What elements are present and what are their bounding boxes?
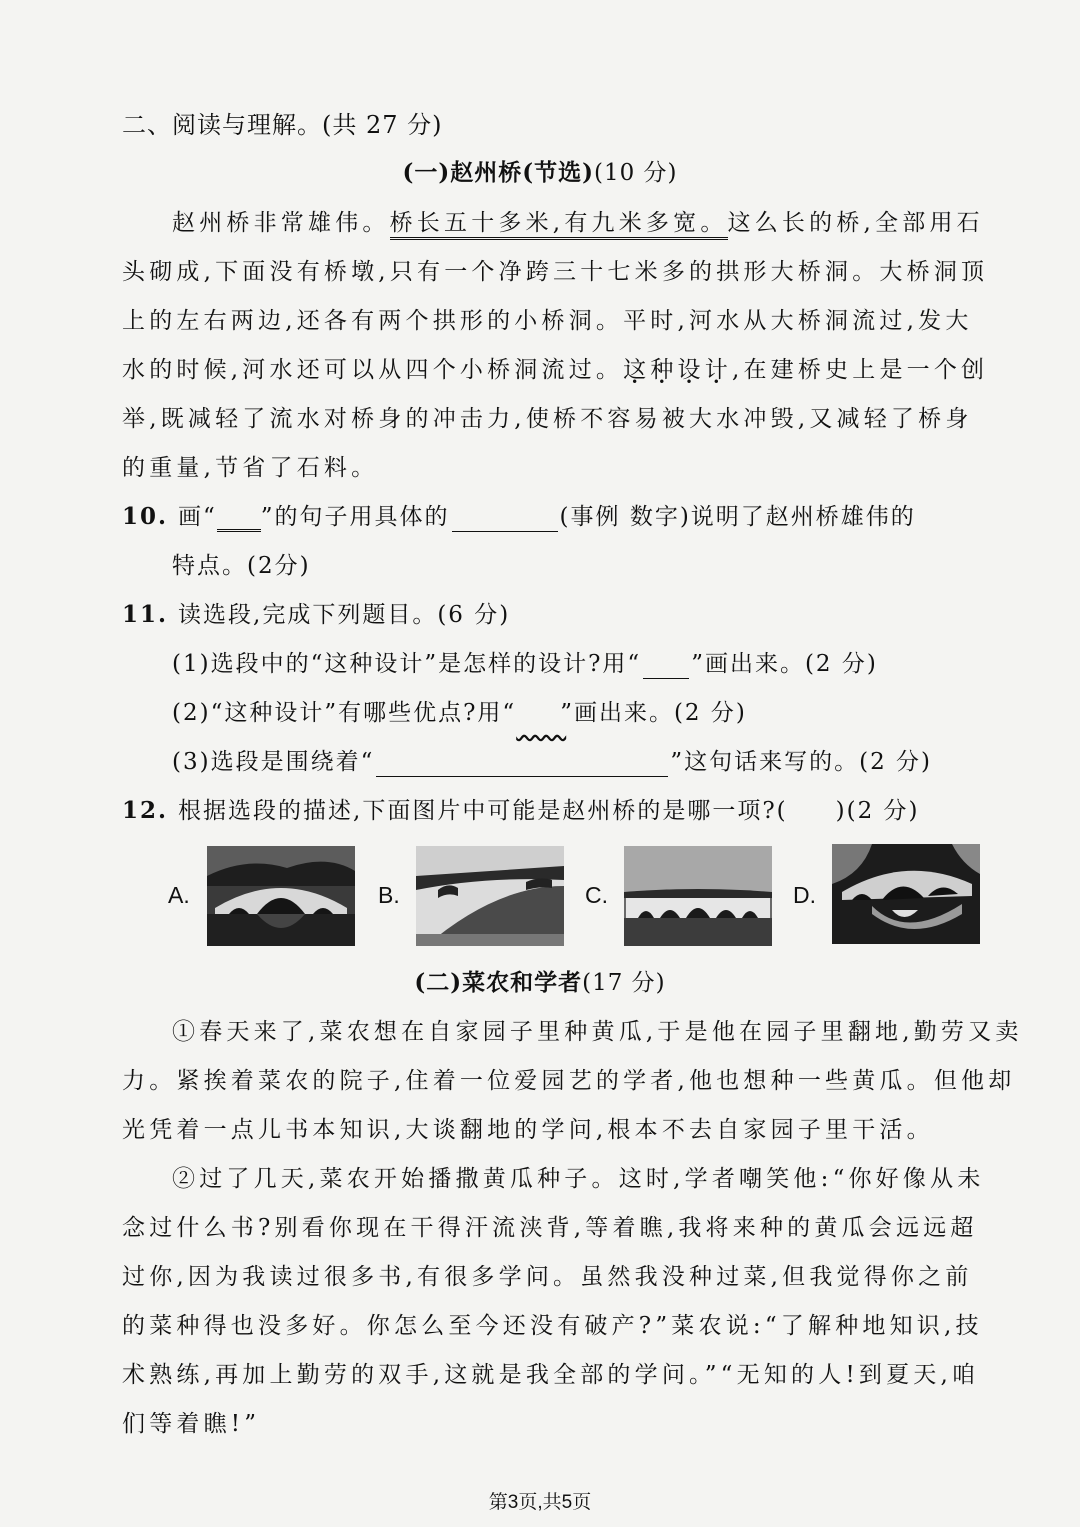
question-11-sub-3-start: (3)选段是围绕着“ — [172, 749, 375, 775]
passage2-line-1: ①春天来了,菜农想在自家园子里种黄瓜,于是他在园子里翻地,勤劳又卖 — [172, 1019, 1023, 1045]
dotted-char: 计 — [704, 357, 732, 383]
passage1-title — [0, 158, 1080, 188]
passage2-line-3: 光凭着一点儿书本知识,大谈翻地的学问,根本不去自家园子里干活。 — [122, 1117, 934, 1143]
answer-blank-11-3[interactable] — [376, 754, 668, 777]
question-12-text: 根据选段的描述,下面图片中可能是赵州桥的是哪一项?( — [178, 798, 788, 824]
passage2-points: (17 分) — [582, 970, 666, 996]
section-title: 二、阅读与理解。(共 27 分) — [122, 111, 443, 139]
question-10-text-a: 画“ — [178, 504, 217, 530]
passage2-line-8: 术熟练,再加上勤劳的双手,这就是我全部的学问。”“无知的人!到夏天,咱 — [122, 1362, 980, 1388]
option-c-label: C. — [585, 882, 608, 908]
passage1-line-4-end: ,在建桥史上是一个创 — [731, 357, 989, 383]
passage1-title-text: (一)赵州桥(节选) — [402, 159, 594, 186]
dotted-phrase — [623, 357, 732, 383]
wavy-underline-sample — [516, 708, 560, 728]
passage2-line-6: 过你,因为我读过很多书,有很多学问。虽然我没种过菜,但我觉得你之前 — [122, 1264, 973, 1290]
answer-blank-10[interactable] — [452, 509, 558, 532]
question-11-sub-1 — [172, 649, 878, 679]
question-11-sub-3 — [172, 747, 932, 777]
question-11-text: 读选段,完成下列题目。(6 分) — [178, 602, 511, 628]
double-underlined-sentence: 桥长五十多米,有九米多宽。 — [390, 210, 728, 240]
passage2-line-7: 的菜种得也没多好。你怎么至今还没有破产?”菜农说:“了解种地知识,技 — [122, 1313, 983, 1339]
page-footer: 第3页,共5页 — [488, 1492, 592, 1513]
question-11-sub-3-end: ”这句话来写的。(2 分) — [670, 749, 932, 775]
question-11-sub-2-end: ”画出来。(2 分) — [560, 700, 747, 726]
passage2-line-2: 力。紧挨着菜农的院子,住着一位爱园艺的学者,他也想种一些黄瓜。但他却 — [122, 1068, 1016, 1094]
passage1-line-6: 的重量,节省了石料。 — [122, 455, 379, 481]
dotted-char: 种 — [650, 357, 678, 383]
question-12 — [122, 796, 920, 826]
question-11-sub-2-start: (2)“这种设计”有哪些优点?用“ — [172, 700, 517, 726]
double-underline-sample — [217, 509, 261, 532]
question-11 — [122, 600, 510, 630]
question-11-number: 11. — [122, 601, 169, 628]
question-11-sub-1-end: ”画出来。(2 分) — [691, 651, 878, 677]
question-10-line-2: 特点。(2分) — [172, 553, 311, 579]
passage1-line-5: 举,既减轻了流水对桥身的冲击力,使桥不容易被大水冲毁,又减轻了桥身 — [122, 406, 973, 432]
question-10-number: 10. — [122, 503, 169, 530]
question-11-sub-1-start: (1)选段中的“这种设计”是怎样的设计?用“ — [172, 651, 642, 677]
passage2-title — [0, 968, 1080, 998]
passage2-line-4: ②过了几天,菜农开始播撒黄瓜种子。这时,学者嘲笑他:“你好像从未 — [172, 1166, 985, 1192]
passage1-line-1-end: 这么长的桥,全部用石 — [727, 210, 984, 236]
bridge-photo-c[interactable] — [624, 846, 772, 946]
single-underline-sample — [643, 656, 689, 679]
passage1-line-4 — [122, 355, 988, 385]
passage2-title-text: (二)菜农和学者 — [414, 969, 583, 996]
bridge-photo-d[interactable] — [832, 844, 980, 944]
option-b-label: B. — [378, 882, 400, 908]
bridge-photo-b[interactable] — [416, 846, 564, 946]
option-a-label: A. — [168, 882, 190, 908]
passage2-line-9: 们等着瞧!” — [122, 1411, 261, 1437]
question-12-points: )(2 分) — [835, 798, 920, 824]
option-d-label: D. — [793, 882, 816, 908]
passage1-line-4-start: 水的时候,河水还可以从四个小桥洞流过。 — [122, 357, 624, 383]
question-10-text-c: (事例 数字)说明了赵州桥雄伟的 — [559, 504, 916, 530]
passage1-line-2: 头砌成,下面没有桥墩,只有一个净跨三十七米多的拱形大桥洞。大桥洞顶 — [122, 259, 989, 285]
passage1-points: (10 分) — [594, 160, 678, 186]
question-12-number: 12. — [122, 797, 169, 824]
question-11-sub-2 — [172, 698, 747, 728]
question-10-text-b: ”的句子用具体的 — [260, 504, 450, 530]
passage2-line-5: 念过什么书?别看你现在干得汗流浃背,等着瞧,我将来种的黄瓜会远远超 — [122, 1215, 978, 1241]
dotted-char: 设 — [677, 357, 705, 383]
dotted-char: 这 — [623, 357, 651, 383]
passage1-line-3: 上的左右两边,还各有两个拱形的小桥洞。平时,河水从大桥洞流过,发大 — [122, 308, 973, 334]
passage1-line-1 — [172, 208, 984, 238]
bridge-photo-a[interactable] — [207, 846, 355, 946]
question-10 — [122, 502, 916, 532]
passage1-line-1-start: 赵州桥非常雄伟。 — [172, 210, 390, 236]
